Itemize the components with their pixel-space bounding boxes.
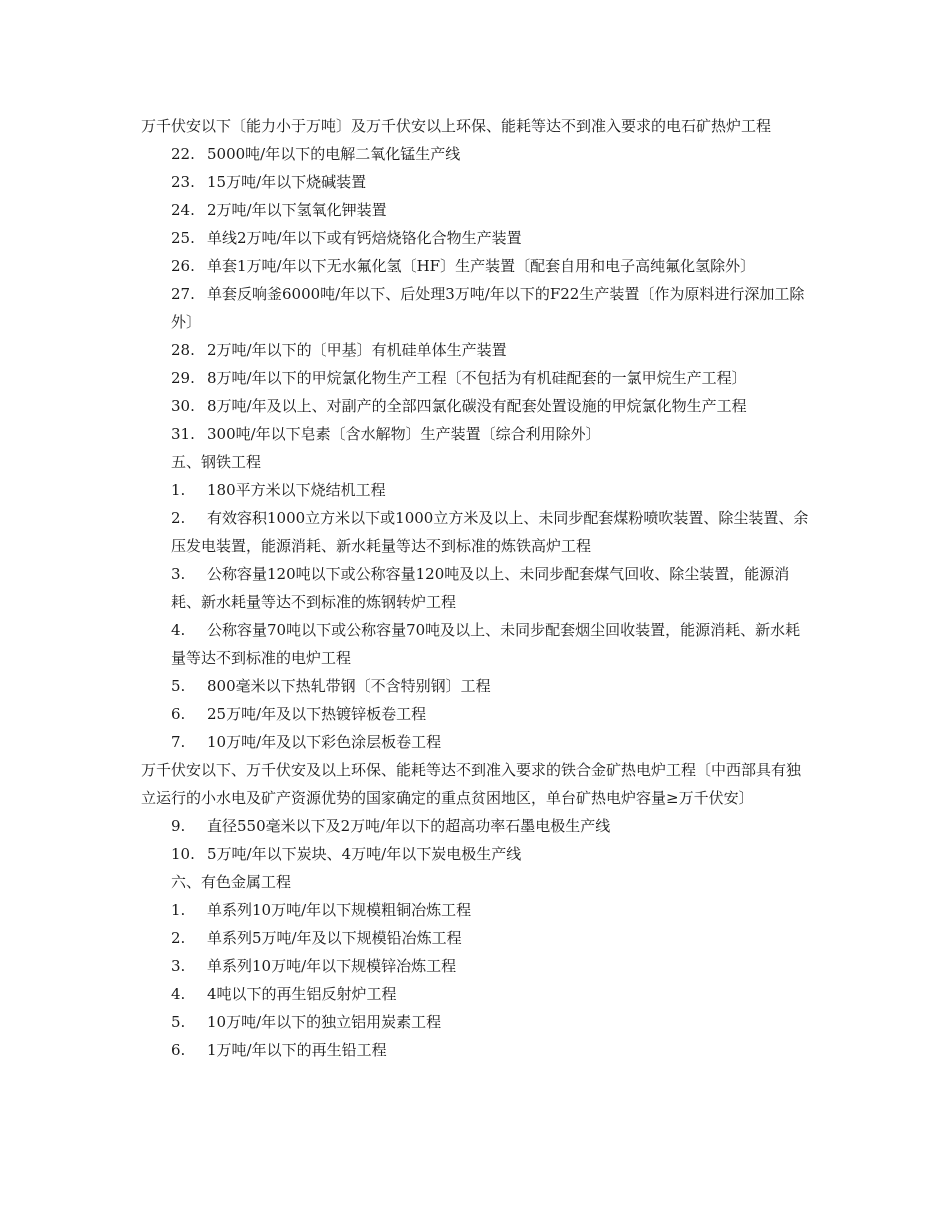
list-item xyxy=(141,1036,811,1064)
list-item xyxy=(141,224,811,252)
list-item-number: 10. xyxy=(171,845,195,863)
list-item-number: 26. xyxy=(171,257,195,275)
list-item-text: 180平方米以下烧结机工程 xyxy=(207,481,386,499)
list-item-text: 单套1万吨/年以下无水氟化氢〔HF〕生产装置〔配套自用和电子高纯氟化氢除外〕 xyxy=(207,257,756,275)
list-item xyxy=(141,616,811,672)
list-item xyxy=(141,980,811,1008)
list-item xyxy=(141,952,811,980)
list-item xyxy=(141,896,811,924)
list-item-text: 单系列5万吨/年及以下规模铅冶炼工程 xyxy=(207,929,462,947)
list-item-number: 24. xyxy=(171,201,195,219)
list-item-text: 单套反响釜6000吨/年以下、后处理3万吨/年以下的F22生产装置〔作为原料进行深加工除外〕 xyxy=(171,285,805,331)
list-item-text: 4吨以下的再生铝反射炉工程 xyxy=(207,985,397,1003)
list-item xyxy=(141,168,811,196)
list-item-text: 2万吨/年以下的〔甲基〕有机硅单体生产装置 xyxy=(207,341,507,359)
list-item-number: 3. xyxy=(171,957,186,975)
list-item-text: 2万吨/年以下氢氧化钾装置 xyxy=(207,201,387,219)
section-heading: 六、有色金属工程 xyxy=(171,873,292,891)
list-item-text: 直径550毫米以下及2万吨/年以下的超高功率石墨电极生产线 xyxy=(207,817,611,835)
list-item xyxy=(141,252,811,280)
list-item-text: 公称容量120吨以下或公称容量120吨及以上、未同步配套煤气回收、除尘装置，能源消耗、新水耗量等达不到标准的炼钢转炉工程 xyxy=(171,565,790,611)
list-item xyxy=(141,196,811,224)
list-item-number: 2. xyxy=(171,509,186,527)
list-item-number: 4. xyxy=(171,621,186,639)
list-item-number: 4. xyxy=(171,985,186,1003)
list-item-number: 1. xyxy=(171,481,186,499)
list-item-number: 28. xyxy=(171,341,195,359)
paragraph: 万千伏安以下、万千伏安及以上环保、能耗等达不到准入要求的铁合金矿热电炉工程〔中西部具有独立运行的小水电及矿产资源优势的国家确定的重点贫困地区，单台矿热电炉容量≥万千伏安〕 xyxy=(141,761,802,807)
list-item-text: 8万吨/年及以上、对副产的全部四氯化碳没有配套处置设施的甲烷氯化物生产工程 xyxy=(207,397,747,415)
list-item-text: 单系列10万吨/年以下规模粗铜冶炼工程 xyxy=(207,901,472,919)
list-item xyxy=(141,280,811,336)
list-item-number: 2. xyxy=(171,929,186,947)
list-item-text: 5000吨/年以下的电解二氧化锰生产线 xyxy=(207,145,461,163)
list-item-text: 1万吨/年以下的再生铅工程 xyxy=(207,1041,387,1059)
list-item xyxy=(141,476,811,504)
list-item-number: 23. xyxy=(171,173,195,191)
list-item-number: 27. xyxy=(171,285,195,303)
list-item xyxy=(141,364,811,392)
list-item-text: 有效容积1000立方米以下或1000立方米及以上、未同步配套煤粉喷吹装置、除尘装置、余压发电装置，能源消耗、新水耗量等达不到标准的炼铁高炉工程 xyxy=(171,509,809,555)
list-item-text: 800毫米以下热轧带钢〔不含特别钢〕工程 xyxy=(207,677,491,695)
list-item xyxy=(141,392,811,420)
list-item-number: 30. xyxy=(171,397,195,415)
list-item xyxy=(141,1008,811,1036)
list-item xyxy=(141,420,811,448)
paragraph: 万千伏安以下〔能力小于万吨〕及万千伏安以上环保、能耗等达不到准入要求的电石矿热炉工程 xyxy=(141,117,772,135)
list-item-text: 单线2万吨/年以下或有钙焙烧铬化合物生产装置 xyxy=(207,229,522,247)
list-item-text: 公称容量70吨以下或公称容量70吨及以上、未同步配套烟尘回收装置，能源消耗、新水耗量等达不到标准的电炉工程 xyxy=(171,621,801,667)
list-item-number: 5. xyxy=(171,677,186,695)
list-item-number: 29. xyxy=(171,369,195,387)
list-item-text: 25万吨/年及以下热镀锌板卷工程 xyxy=(207,705,427,723)
list-item xyxy=(141,504,811,560)
list-item-text: 单系列10万吨/年以下规模锌冶炼工程 xyxy=(207,957,457,975)
list-item-text: 5万吨/年以下炭块、4万吨/年以下炭电极生产线 xyxy=(207,845,522,863)
list-item-number: 7. xyxy=(171,733,186,751)
list-item xyxy=(141,840,811,868)
list-item xyxy=(141,924,811,952)
list-item-number: 25. xyxy=(171,229,195,247)
list-item-text: 10万吨/年及以下彩色涂层板卷工程 xyxy=(207,733,442,751)
list-item-number: 31. xyxy=(171,425,195,443)
list-item-number: 1. xyxy=(171,901,186,919)
list-item-number: 6. xyxy=(171,1041,186,1059)
list-item-number: 3. xyxy=(171,565,186,583)
section-heading: 五、钢铁工程 xyxy=(171,453,262,471)
list-item-number: 22. xyxy=(171,145,195,163)
list-item-number: 9. xyxy=(171,817,186,835)
list-item-text: 15万吨/年以下烧碱装置 xyxy=(207,173,367,191)
list-item-text: 300吨/年以下皂素〔含水解物〕生产装置〔综合利用除外〕 xyxy=(207,425,601,443)
list-item xyxy=(141,560,811,616)
document-body xyxy=(141,112,811,1064)
list-item xyxy=(141,812,811,840)
list-item xyxy=(141,140,811,168)
list-item xyxy=(141,336,811,364)
list-item-number: 6. xyxy=(171,705,186,723)
list-item-text: 8万吨/年以下的甲烷氯化物生产工程〔不包括为有机硅配套的一氯甲烷生产工程〕 xyxy=(207,369,747,387)
list-item xyxy=(141,700,811,728)
list-item-text: 10万吨/年以下的独立铝用炭素工程 xyxy=(207,1013,442,1031)
list-item xyxy=(141,728,811,756)
list-item xyxy=(141,672,811,700)
list-item-number: 5. xyxy=(171,1013,186,1031)
